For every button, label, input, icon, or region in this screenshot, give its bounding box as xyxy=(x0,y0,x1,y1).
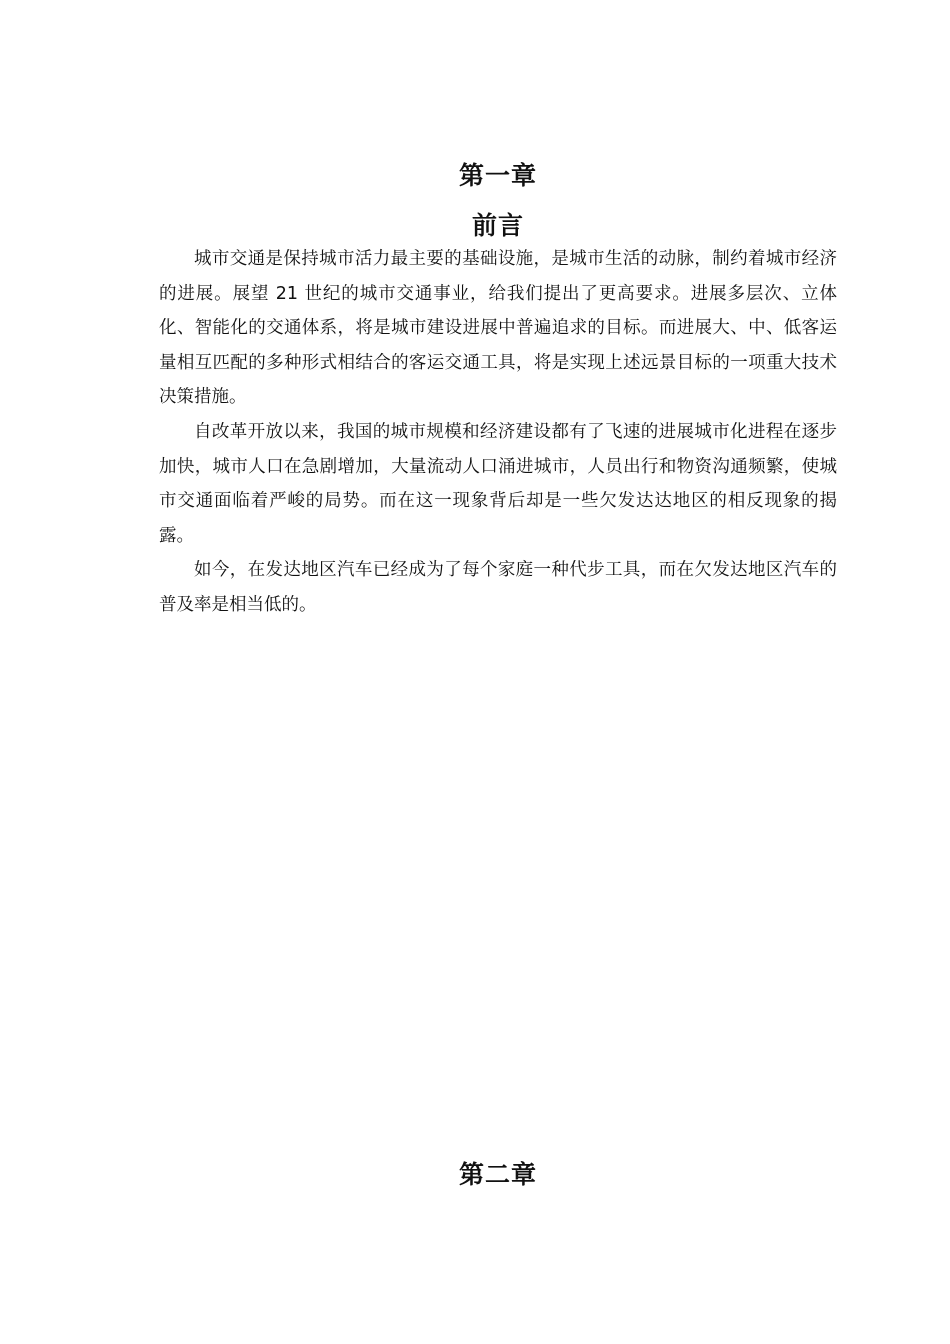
chapter-1-body xyxy=(159,242,837,623)
chapter-1-title: 第一章 xyxy=(458,161,537,190)
paragraph-2: 自改革开放以来，我国的城市规模和经济建设都有了飞速的进展城市化进程在逐步加快，城市人口在急剧增加，大量流动人口涌进城市，人员出行和物资沟通频繁，使城市交通面临着严峻的局势。而在这一现象背后却是一些欠发达达地区的相反现象的揭露。 xyxy=(159,421,837,546)
paragraph-3: 如今，在发达地区汽车已经成为了每个家庭一种代步工具，而在欠发达地区汽车的普及率是相当低的。 xyxy=(159,560,837,615)
chapter-1-subtitle: 前言 xyxy=(471,211,524,240)
chapter-2-title: 第二章 xyxy=(458,1160,537,1189)
paragraph-1: 城市交通是保持城市活力最主要的基础设施，是城市生活的动脉，制约着城市经济的进展。展望 21 世纪的城市交通事业，给我们提出了更高要求。进展多层次、立体化、智能化的交通体系，将是城市建设进展中普遍追求的目标。而进展大、中、低客运量相互匹配的多种形式相结合的客运交通工具，将是实现上述远景目标的一项重大技术决策措施。 xyxy=(159,249,837,408)
